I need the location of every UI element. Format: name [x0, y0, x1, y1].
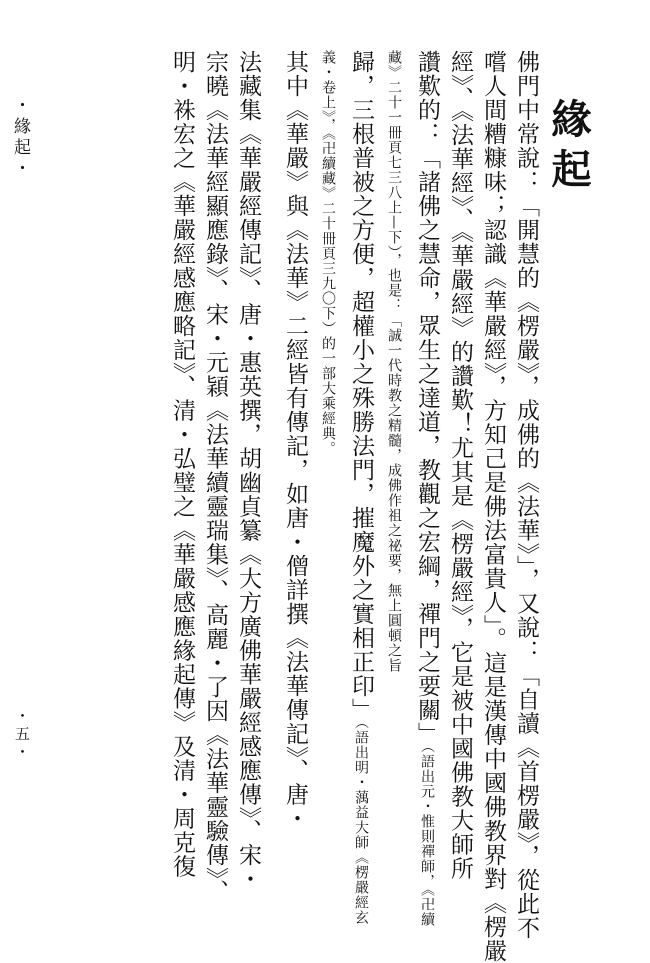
- citation-note: （語出元・惟則禪師，《卍續: [419, 746, 435, 927]
- text-column-3: 經》、《法華經》、《華嚴經》的讚歎！尤其是《楞嚴經》，它是被中國佛教大師所: [447, 50, 473, 881]
- text-column-8: 其中《華嚴》與《法華》二經皆有傳記，如唐・僧詳撰《法華傳記》、唐・: [282, 50, 308, 831]
- citation-note: （語出明・蕅益大師《楞嚴經玄: [353, 722, 369, 925]
- running-header: ・緣起・: [10, 96, 30, 180]
- text-column-10: 宗曉《法華經顯應錄》、宋・元穎《法華續靈瑞集》、高麗・了因《法華靈驗傳》、: [202, 50, 228, 904]
- text-column-1: 佛門中常說：「開慧的《楞嚴》，成佛的《法華》」，又說：「自讀《首楞嚴》，從此不: [513, 50, 539, 940]
- citation-note: 藏》二十一冊頁七三八上—下），也是：「誠一代時教之精髓，成佛作祖之祕要，無上圓頓之旨: [386, 50, 402, 673]
- text-column-2: 嚐人間糟糠味；認識《華嚴經》，方知己是佛法富貴人」。這是漢傳中國佛教界對《楞嚴: [480, 50, 506, 963]
- citation-note: 義・卷上》，《卍續藏》二十冊頁三九〇下）的一部大乘經典。: [320, 50, 336, 456]
- text-column-4: 讚歎的：「諸佛之慧命，眾生之達道，教觀之宏綱，禪門之要關」（語出元・惟則禪師，《卍續: [414, 50, 440, 927]
- text-column-5: [377, 50, 410, 840]
- body-text: [22, 50, 542, 963]
- text-column-7: [311, 50, 344, 840]
- chapter-title: 緣起: [545, 98, 592, 198]
- text-column-6: 歸，三根普被之方便，超權小之殊勝法門，摧魔外之實相正印」（語出明・蕅益大師《楞嚴經玄: [348, 50, 374, 925]
- text-column-9: 法藏集《華嚴經傳記》、唐・惠英撰，胡幽貞纂《大方廣佛華嚴經感應傳》、宋・: [235, 50, 261, 891]
- text-column-11: 明・袾宏之《華嚴經感應略記》、清・弘璧之《華嚴感應緣起傳》及清・周克復: [169, 50, 195, 879]
- page-number: ・五・: [13, 708, 31, 762]
